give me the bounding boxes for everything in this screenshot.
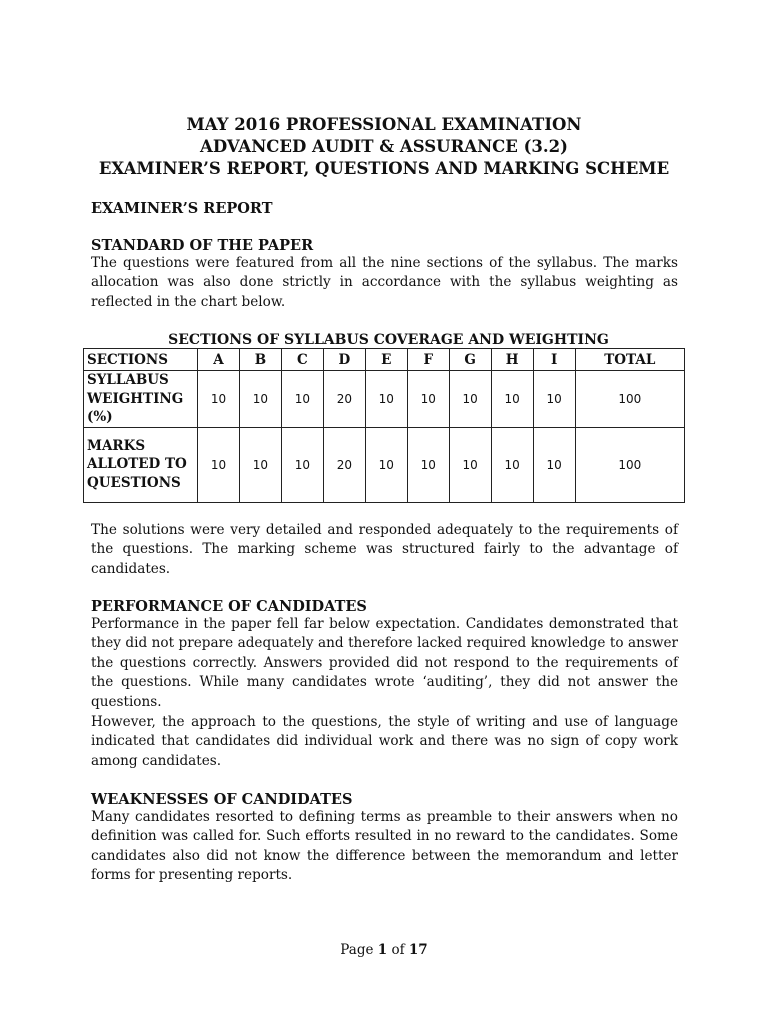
table-cell: 10 xyxy=(407,371,449,428)
table-cell: 10 xyxy=(491,427,533,502)
table-header-cell: E xyxy=(365,349,407,371)
table-cell: 10 xyxy=(491,371,533,428)
performance-paragraph: Performance in the paper fell far below expectation. Candidates demonstrated that they did not prepare adequately and therefore lacked required knowledge to answer the questions correctly. Answers provided did not respond to the requirements of the questions. While many candidates wrote ‘auditing’, they did not answer the questions. xyxy=(91,616,678,710)
table-cell: 10 xyxy=(198,427,240,502)
of-word: of xyxy=(391,942,405,958)
page-footer xyxy=(0,942,768,958)
table-cell: 10 xyxy=(533,427,575,502)
table-header-cell: D xyxy=(323,349,365,371)
weaknesses-heading: WEAKNESSES OF CANDIDATES xyxy=(91,791,353,808)
paper-title: ADVANCED AUDIT & ASSURANCE (3.2) xyxy=(200,137,568,156)
syllabus-weighting-table xyxy=(83,348,685,503)
solutions-paragraph: The solutions were very detailed and responded adequately to the requirements of the questions. The marking scheme was structured fairly to the advantage of candidates. xyxy=(91,522,678,577)
table-header-cell: G xyxy=(449,349,491,371)
performance-heading: PERFORMANCE OF CANDIDATES xyxy=(91,598,367,615)
table-cell: 100 xyxy=(575,371,684,428)
table-header-row xyxy=(84,349,685,371)
table-cell: 100 xyxy=(575,427,684,502)
row-label: SYLLABUS WEIGHTING (%) xyxy=(84,371,198,428)
table-cell: 10 xyxy=(365,427,407,502)
table-cell: 10 xyxy=(239,371,281,428)
table-cell: 10 xyxy=(365,371,407,428)
row-label: MARKS ALLOTED TO QUESTIONS xyxy=(84,427,198,502)
table-header-cell: B xyxy=(239,349,281,371)
table-cell: 10 xyxy=(281,371,323,428)
table-row xyxy=(84,371,685,428)
weaknesses-paragraph: Many candidates resorted to defining terms as preamble to their answers when no definition was called for. Such efforts resulted in no reward to the candidates. Some candidates also did not know the difference between the memorandum and letter forms for presenting reports. xyxy=(91,809,678,884)
table-header-cell: H xyxy=(491,349,533,371)
table-cell: 10 xyxy=(281,427,323,502)
total-pages-number: 17 xyxy=(408,942,428,958)
table-cell: 20 xyxy=(323,427,365,502)
exam-title: MAY 2016 PROFESSIONAL EXAMINATION xyxy=(186,115,582,134)
table-cell: 20 xyxy=(323,371,365,428)
page-word: Page xyxy=(340,942,374,958)
examiners-report-heading: EXAMINER’S REPORT xyxy=(91,200,273,217)
table-header-cell: C xyxy=(281,349,323,371)
table-row xyxy=(84,427,685,502)
report-title: EXAMINER’S REPORT, QUESTIONS AND MARKING SCHEME xyxy=(98,159,670,178)
table-cell: 10 xyxy=(533,371,575,428)
standard-heading: STANDARD OF THE PAPER xyxy=(91,237,314,254)
table-cell: 10 xyxy=(407,427,449,502)
current-page-number: 1 xyxy=(377,942,388,958)
table-cell: 10 xyxy=(449,371,491,428)
approach-paragraph: However, the approach to the questions, the style of writing and use of language indicated that candidates did individual work and there was no sign of copy work among candidates. xyxy=(91,714,678,769)
standard-paragraph: The questions were featured from all the nine sections of the syllabus. The marks allocation was also done strictly in accordance with the syllabus weighting as reflected in the chart below. xyxy=(91,255,678,310)
table-header-cell: F xyxy=(407,349,449,371)
table-header-cell: A xyxy=(198,349,240,371)
table-header-cell: TOTAL xyxy=(575,349,684,371)
table-cell: 10 xyxy=(198,371,240,428)
table-header-cell: I xyxy=(533,349,575,371)
table-header-cell: SECTIONS xyxy=(84,349,198,371)
table-cell: 10 xyxy=(449,427,491,502)
table-caption: SECTIONS OF SYLLABUS COVERAGE AND WEIGHTING xyxy=(168,332,609,348)
table-cell: 10 xyxy=(239,427,281,502)
